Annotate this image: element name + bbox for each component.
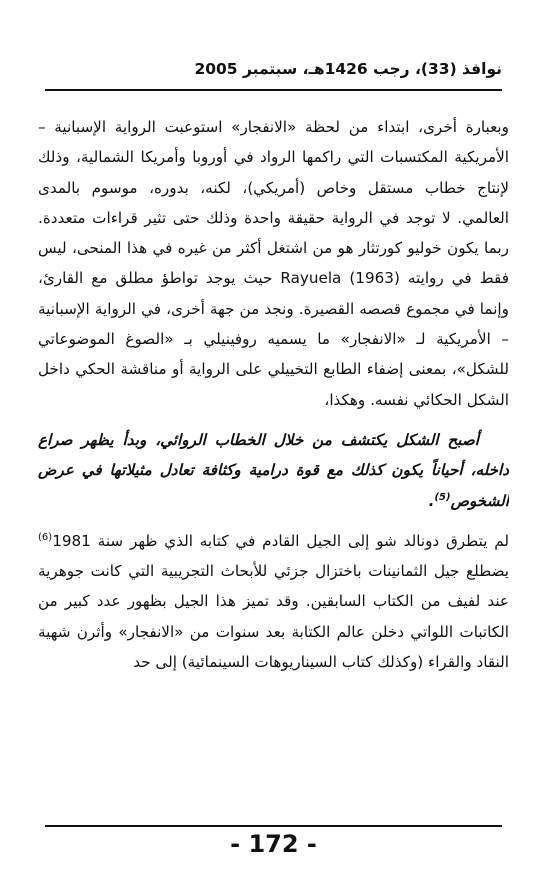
paragraph-3 <box>38 526 509 677</box>
paragraph-1: وبعبارة أخرى، ابتداء من لحظة «الانفجار» استوعبت الرواية الإسبانية – الأمريكية المكتسبات التي راكمها الرواد في أوروبا وأمريكا الشمالية، وذلك لإنتاج خطاب مستقل وخاص (أمريكي)، لكنه، بدوره، موسوم بالمدى العالمي. لا توجد في الرواية حقيقة واحدة وذلك حتى تثير قراءات متعددة. ربما يكون خوليو كورتثار هو من اشتغل أكثر من غيره في هذا المنحى، ليس فقط في روايته Rayuela (1963) حيث يوجد تواطؤ مطلق مع القارئ، وإنما في مجموع قصصه القصيرة. ونجد من جهة أخرى، في الرواية الإسبانية – الأمريكية لـ «الانفجار» ما يسميه روفينيلي بـ «الصوغ الموضوعاتي للشكل»، بمعنى إضفاء الطابع التخييلي على الرواية أو مناقشة الحكي داخل الشكل الحكائي نفسه. وهكذا، <box>38 118 509 409</box>
footnote-marker-5: (5) <box>434 491 451 503</box>
paragraph-3-part-1: لم يتطرق دونالد شو إلى الجيل القادم في كتابه الذي ظهر سنة 1981 <box>52 531 509 550</box>
footnote-marker-6: (6) <box>38 531 53 543</box>
paragraph-3-part-2: يضطلع جيل الثمانينات باختزال جزئي للأبحاث التجريبية التي كانت جوهرية عند لفيف من الكتاب السابقين. وقد تميز هذا الجيل بظهور عدد كبير من الكاتبات اللواتي دخلن عالم الكتابة بعد سنوات من «الانفجار» وأثرن شهية النقاد والقراء (وكذلك كتاب السيناريوهات السينمائية) إلى حد <box>38 562 509 672</box>
running-header <box>45 55 502 91</box>
page-number: - 172 - <box>230 830 317 858</box>
running-title: نوافذ (33)، رجب 1426هـ، سبتمبر 2005 <box>194 60 502 78</box>
footer-rule <box>45 825 502 827</box>
page-body <box>38 112 509 792</box>
quote-text: أصبح الشكل يكتشف من خلال الخطاب الروائي، وبدأ يظهر صراع داخله، أحياناً يكون كذلك مع قوة درامية وكثافة تعادل مثيلاتها في عرض الشخوص <box>38 430 509 510</box>
block-quote: أصبح الشكل يكتشف من خلال الخطاب الروائي، وبدأ يظهر صراع داخله، أحياناً يكون كذلك مع قوة درامية وكثافة تعادل مثيلاتها في عرض الشخوص$^{(5)}$. <box>38 430 509 510</box>
